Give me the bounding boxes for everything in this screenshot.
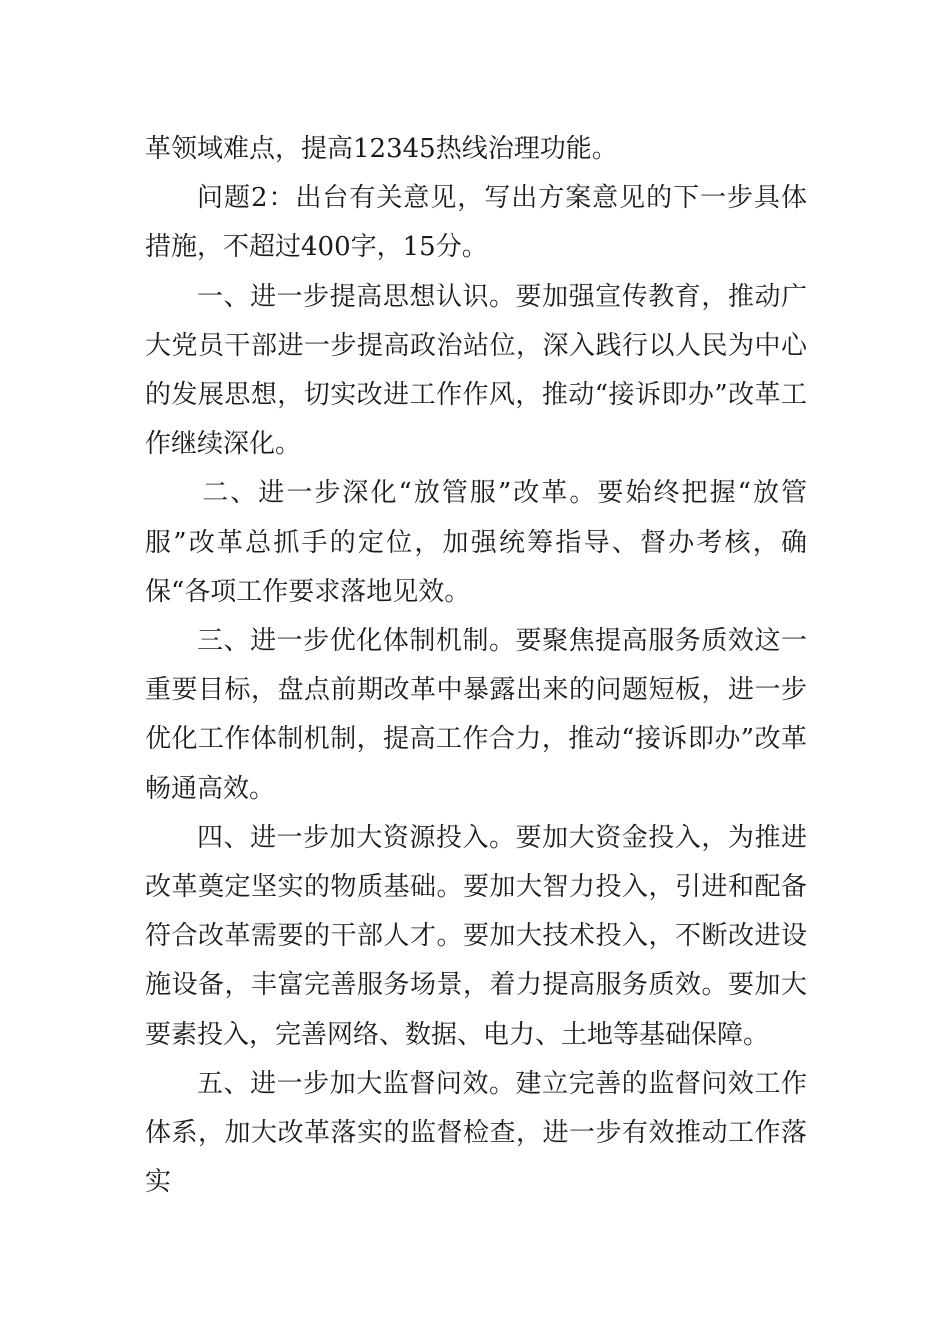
paragraph-question-2: 问题2：出台有关意见，写出方案意见的下一步具体措施，不超过400字，15分。	[145, 183, 807, 263]
document-body	[145, 125, 807, 1207]
paragraph-continuation: 革领域难点，提高12345热线治理功能。	[145, 134, 618, 164]
paragraph-point-2: 二、进一步深化“放管服”改革。要始终把握“放管服”改革总抓手的定位，加强统筹指导、督办考核，确保“各项工作要求落地见效。	[145, 478, 807, 607]
paragraph-point-3: 三、进一步优化体制机制。要聚焦提高服务质效这一重要目标，盘点前期改革中暴露出来的问题短板，进一步优化工作体制机制，提高工作合力，推动“接诉即办”改革畅通高效。	[145, 626, 807, 804]
paragraph-point-1: 一、进一步提高思想认识。要加强宣传教育，推动广大党员干部进一步提高政治站位，深入践行以人民为中心的发展思想，切实改进工作作风，推动“接诉即办”改革工作继续深化。	[145, 281, 807, 460]
paragraph-point-5: 五、进一步加大监督问效。建立完善的监督问效工作体系，加大改革落实的监督检查，进一步有效推动工作落实	[145, 1068, 807, 1198]
paragraph-point-4: 四、进一步加大资源投入。要加大资金投入，为推进改革奠定坚实的物质基础。要加大智力投入，引进和配备符合改革需要的干部人才。要加大技术投入，不断改进设施设备，丰富完善服务场景，着力提高服务质效。要加大要素投入，完善网络、数据、电力、土地等基础保障。	[145, 822, 807, 1050]
